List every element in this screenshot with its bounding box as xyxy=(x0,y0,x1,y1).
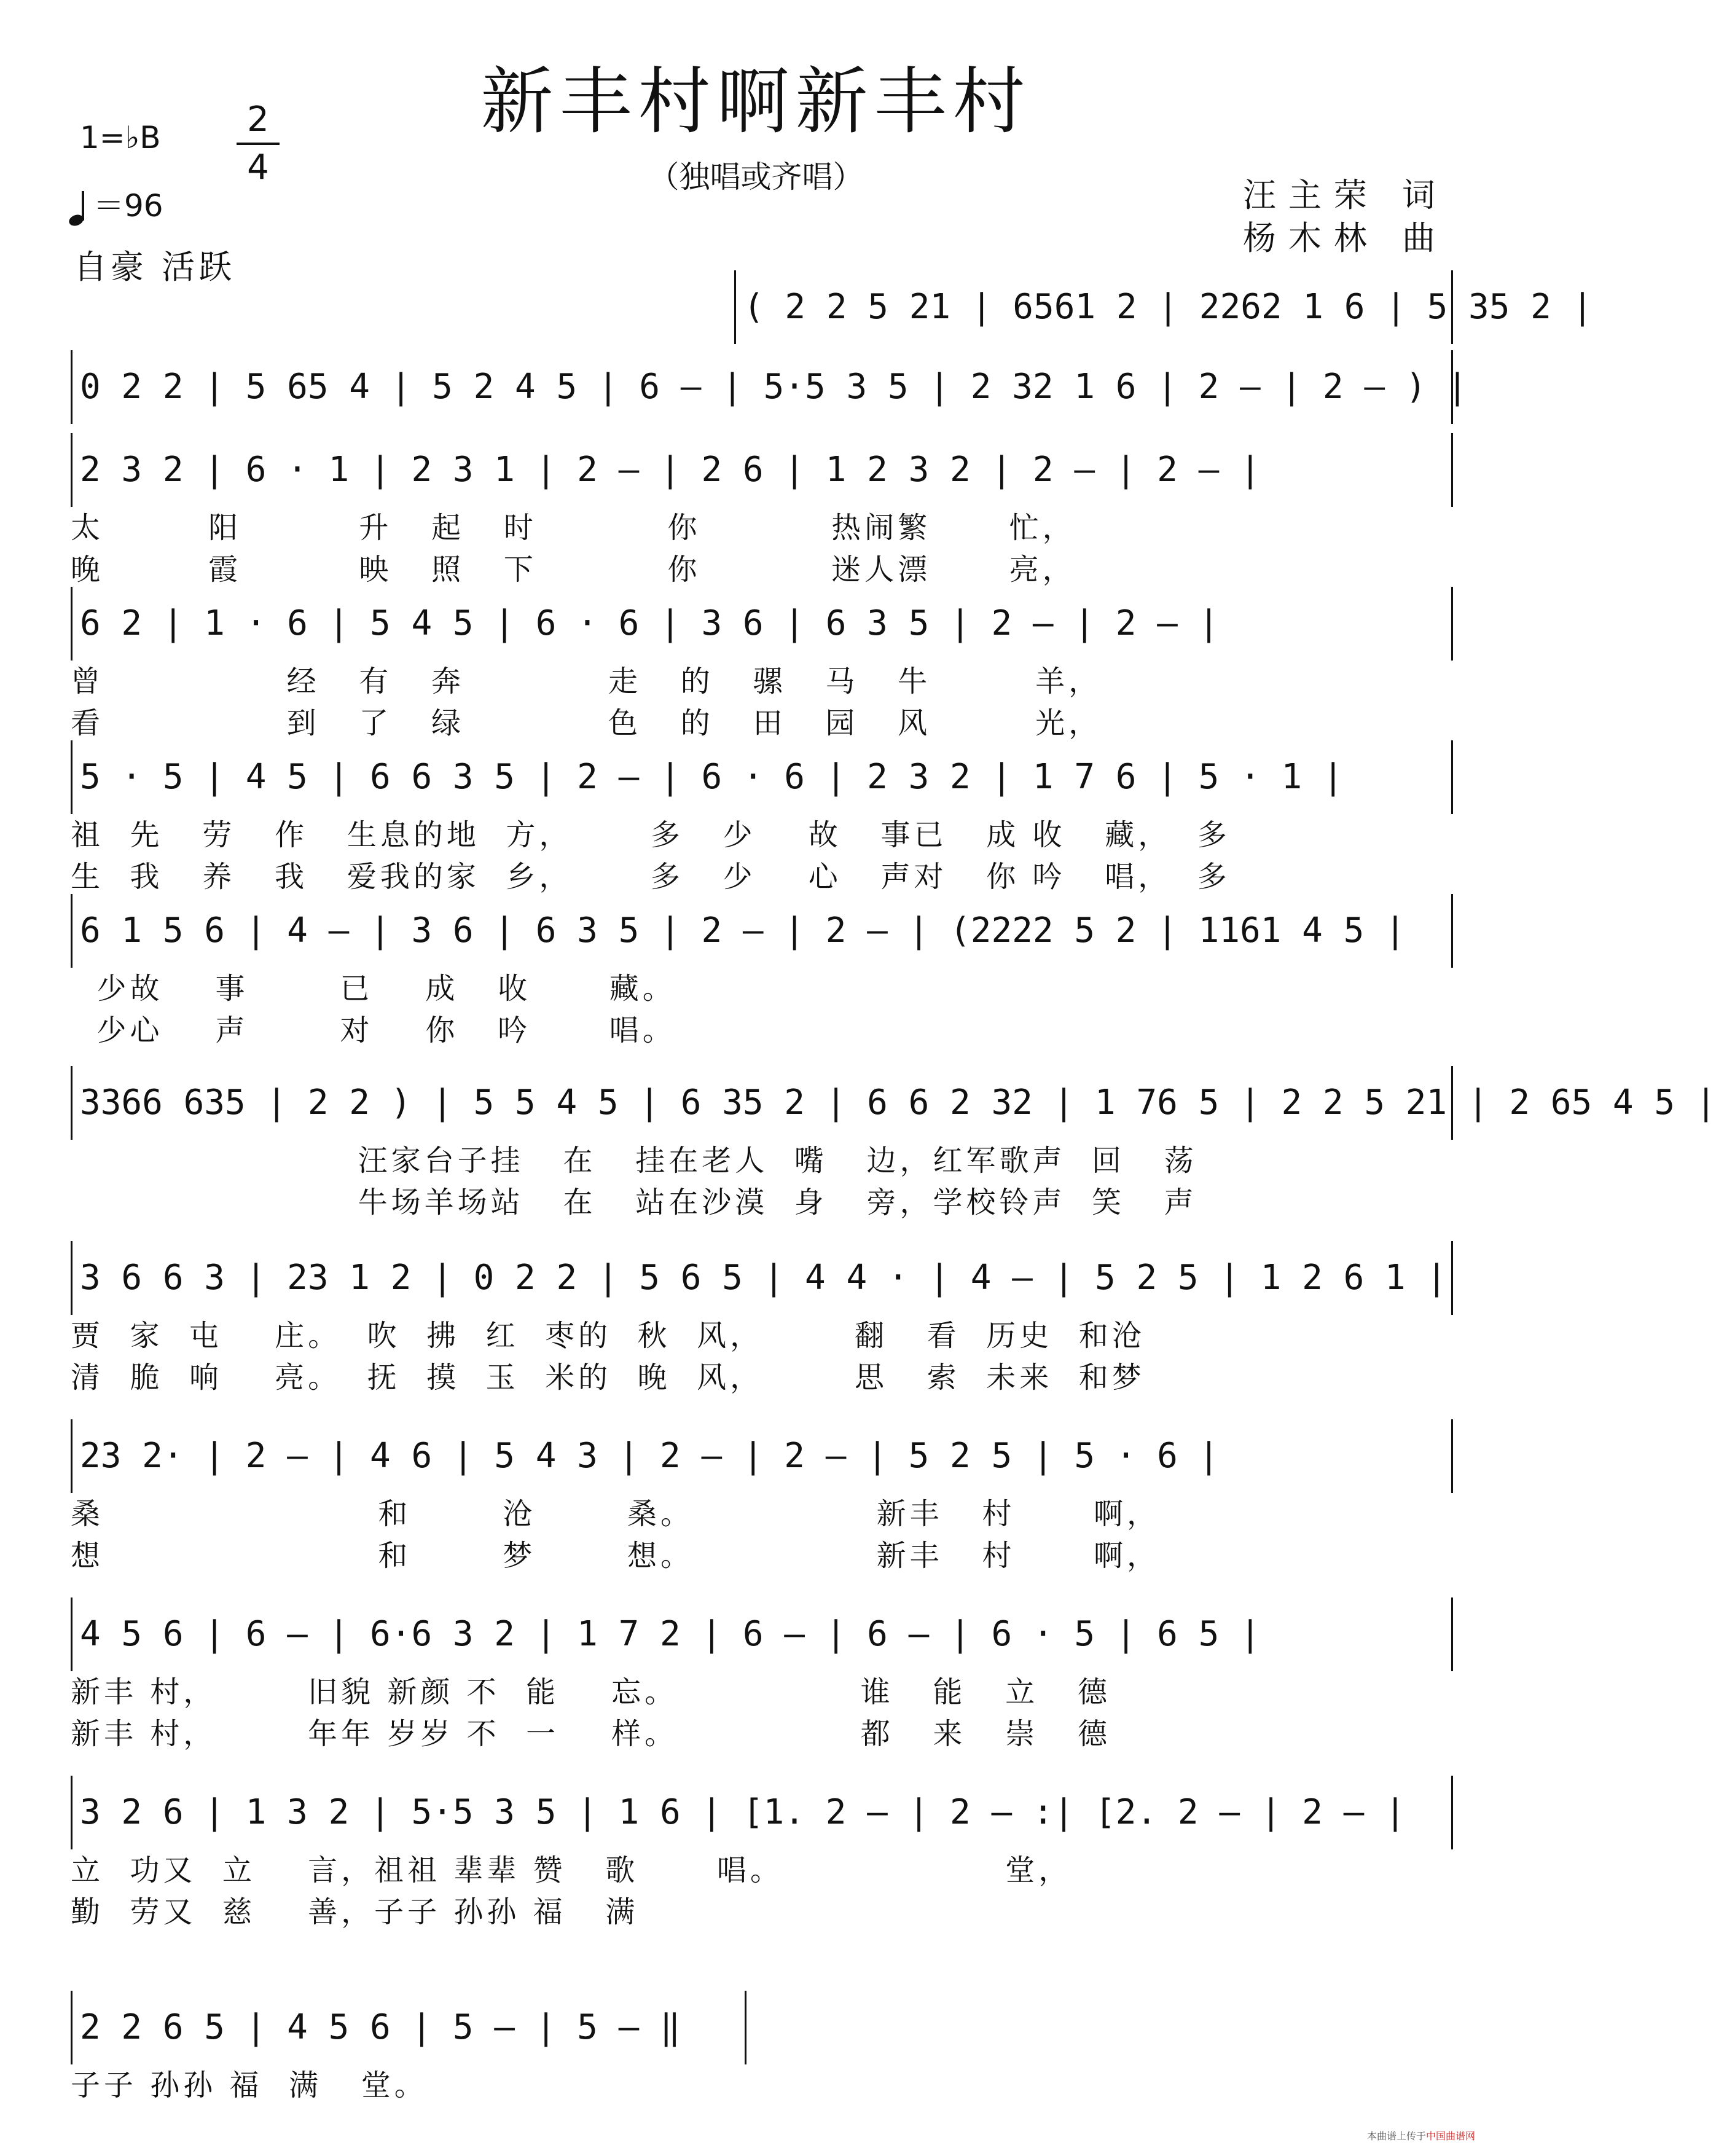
notation-row: 6 1 5 6 | 4 — | 3 6 | 6 3 5 | 2 — | 2 — | (2222 5 2 | 1161 4 5 | xyxy=(71,894,1453,968)
score-line xyxy=(71,350,1468,424)
score-line xyxy=(71,1419,1453,1577)
lyric-row: 祖 先 劳 作 生息的地 方， 多 少 故 事已 成 收 藏， 多 xyxy=(71,818,1231,852)
footer-note xyxy=(1367,2128,1475,2142)
score-line xyxy=(71,1241,1453,1398)
quarter-note-icon xyxy=(69,195,85,225)
notation-row: ( 2 2 5 21 | 6561 2 | 2262 1 6 | 5 35 2 | xyxy=(734,270,1453,344)
lyric-row: 生 我 养 我 爱我的家 乡， 多 少 心 声对 你 吟 唱， 多 xyxy=(71,860,1231,894)
time-signature xyxy=(237,98,280,189)
tempo-marking xyxy=(69,181,163,225)
notation-row: 2 3 2 | 6 · 1 | 2 3 1 | 2 — | 2 6 | 1 2 3 2 | 2 — | 2 — | xyxy=(71,433,1453,507)
footer-text: 本曲谱上传于 xyxy=(1366,2130,1426,2142)
expression-marking: 自豪 活跃 xyxy=(74,248,236,286)
composer-credit: 杨木林 曲 xyxy=(1242,219,1448,257)
lyric-row: 少故 事 已 成 收 藏。 xyxy=(71,971,676,1006)
score-line xyxy=(71,433,1453,590)
tempo-value: ＝96 xyxy=(93,188,163,224)
lyric-row: 清 脆 响 亮。 抚 摸 玉 米的 晚 风， 思 索 未来 和梦 xyxy=(71,1360,1145,1395)
score-line xyxy=(71,270,1593,344)
time-signature-bottom: 4 xyxy=(247,147,269,187)
notation-row: 5 · 5 | 4 5 | 6 6 3 5 | 2 — | 6 · 6 | 2 3 2 | 1 7 6 | 5 · 1 | xyxy=(71,740,1453,814)
lyric-row: 想 和 梦 想。 新丰 村 啊， xyxy=(71,1539,1160,1573)
time-signature-top: 2 xyxy=(247,100,269,139)
lyric-row: 立 功又 立 言，祖祖 辈辈 赞 歌 唱。 堂， xyxy=(71,1853,1072,1887)
lyric-row: 晚 霞 映 照 下 你 迷人漂 亮， xyxy=(71,552,1076,587)
lyric-row: 太 阳 升 起 时 你 热闹繁 忙， xyxy=(71,511,1076,545)
notation-row: 4 5 6 | 6 — | 6·6 3 2 | 1 7 2 | 6 — | 6 — | 6 · 5 | 6 5 | xyxy=(71,1597,1453,1671)
notation-row: 0 2 2 | 5 65 4 | 5 2 4 5 | 6 — | 5·5 3 5 | 2 32 1 6 | 2 — | 2 — ) | xyxy=(71,350,1453,424)
notation-row: 3 2 6 | 1 3 2 | 5·5 3 5 | 1 6 | [1. 2 — | 2 — :| [2. 2 — | 2 — | xyxy=(71,1776,1453,1849)
lyric-row: 牛场羊场站 在 站在沙漠 身 旁，学校铃声 笑 声 xyxy=(71,1185,1197,1220)
lyricist-credit: 汪主荣 词 xyxy=(1242,176,1448,214)
score-line xyxy=(71,587,1453,744)
lyric-row: 勤 劳又 慈 善，子子 孙孙 福 满 xyxy=(71,1895,639,1929)
score-line xyxy=(71,1776,1453,1933)
notation-row: 3 6 6 3 | 23 1 2 | 0 2 2 | 5 6 5 | 4 4 · | 4 — | 5 2 5 | 1 2 6 1 | xyxy=(71,1241,1453,1315)
lyric-row: 贾 家 屯 庄。 吹 拂 红 枣的 秋 风， 翻 看 历史 和沧 xyxy=(71,1319,1145,1353)
page-title: 新丰村啊新丰村 xyxy=(480,59,1032,144)
subtitle: （独唱或齐唱） xyxy=(648,159,864,195)
score-line xyxy=(71,1597,1453,1755)
score-line xyxy=(71,1991,1453,2106)
notation-row: 2 2 6 5 | 4 5 6 | 5 — | 5 — ‖ xyxy=(71,1991,746,2064)
lyric-row: 新丰 村， 旧貌 新颜 不 能 忘。 谁 能 立 德 xyxy=(71,1675,1111,1709)
score-line xyxy=(71,894,1453,1051)
lyric-row: 新丰 村， 年年 岁岁 不 一 样。 都 来 崇 德 xyxy=(71,1717,1111,1751)
time-signature-bar xyxy=(237,143,280,145)
notation-row: 23 2· | 2 — | 4 6 | 5 4 3 | 2 — | 2 — | 5 2 5 | 5 · 6 | xyxy=(71,1419,1453,1493)
notation-row: 6 2 | 1 · 6 | 5 4 5 | 6 · 6 | 3 6 | 6 3 5 | 2 — | 2 — | xyxy=(71,587,1453,661)
lyric-row: 看 到 了 绿 色 的 田 园 风 光， xyxy=(71,706,1102,740)
lyric-row: 子子 孙孙 福 满 堂。 xyxy=(71,2068,428,2103)
footer-site: 中国曲谱网 xyxy=(1425,2130,1475,2142)
score-line xyxy=(71,1066,1716,1223)
notation-row: 3366 635 | 2 2 ) | 5 5 4 5 | 6 35 2 | 6 6 2 32 | 1 76 5 | 2 2 5 21 | 2 65 4 5 | xyxy=(71,1066,1453,1140)
key-signature: 1=♭B xyxy=(80,120,161,155)
score-line xyxy=(71,740,1453,898)
lyric-row: 少心 声 对 你 吟 唱。 xyxy=(71,1013,676,1048)
lyric-row: 曾 经 有 奔 走 的 骡 马 牛 羊， xyxy=(71,664,1102,699)
lyric-row: 汪家台子挂 在 挂在老人 嘴 边，红军歌声 回 荡 xyxy=(71,1143,1197,1178)
lyric-row: 桑 和 沧 桑。 新丰 村 啊， xyxy=(71,1497,1160,1531)
